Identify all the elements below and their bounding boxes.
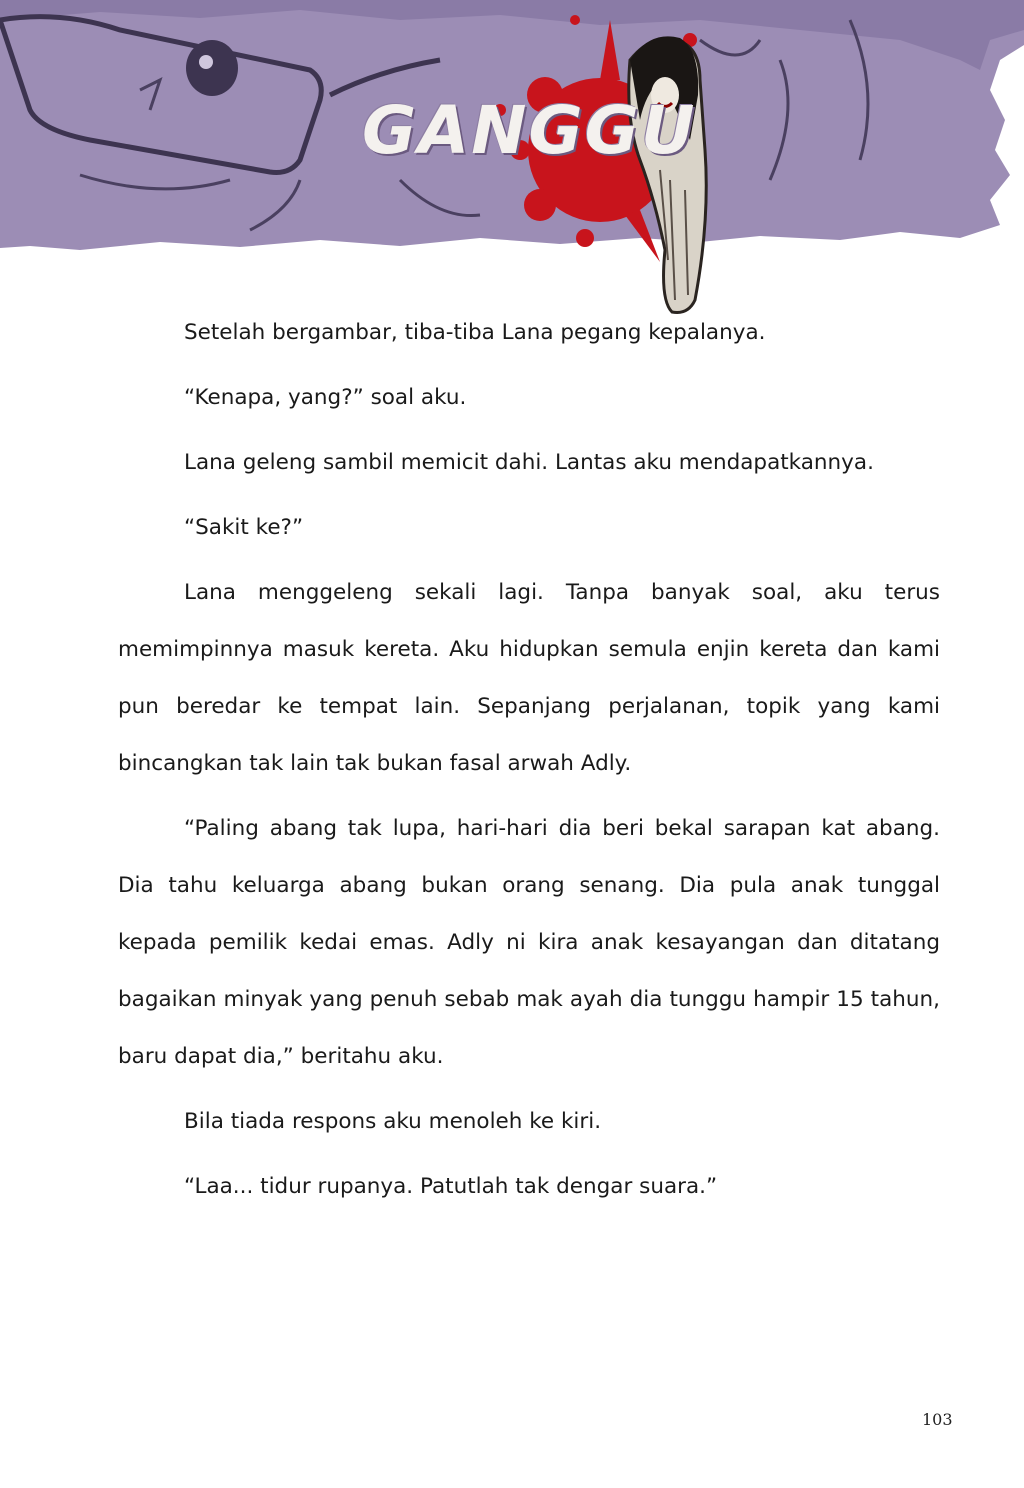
paragraph: “Laa... tidur rupanya. Patutlah tak dengar suara.” [184, 1174, 718, 1199]
eye-drawing [186, 40, 238, 96]
paragraph: Lana menggeleng sekali lagi. Tanpa banyak soal, aku terus memimpinnya masuk kereta. Aku hidupkan semula enjin kereta dan kami pun beredar ke tempat lain. Sepanjang perjalanan, topik yang kami bincangkan tak lain tak bukan fasal arwah Adly. [118, 580, 940, 776]
paragraph: Lana geleng sambil memicit dahi. Lantas aku mendapatkannya. [184, 450, 874, 475]
page-number: 103 [922, 1410, 953, 1429]
paragraph: Setelah bergambar, tiba-tiba Lana pegang kepalanya. [184, 320, 766, 345]
paragraph: “Kenapa, yang?” soal aku. [184, 385, 467, 410]
paragraph: “Paling abang tak lupa, hari-hari dia beri bekal sarapan kat abang. Dia tahu keluarga abang bukan orang senang. Dia pula anak tunggal kepada pemilik kedai emas. Adly ni kira anak kesayangan dan ditatang bagaikan minyak yang penuh sebab mak ayah dia tunggu hampir 15 tahun, baru dapat dia,” beritahu aku. [118, 816, 940, 1069]
story-text [118, 304, 940, 1223]
chapter-banner [0, 0, 1024, 320]
paragraph: “Sakit ke?” [184, 515, 304, 540]
paragraph: Bila tiada respons aku menoleh ke kiri. [184, 1109, 602, 1134]
chapter-title: GANGGU [362, 92, 697, 169]
